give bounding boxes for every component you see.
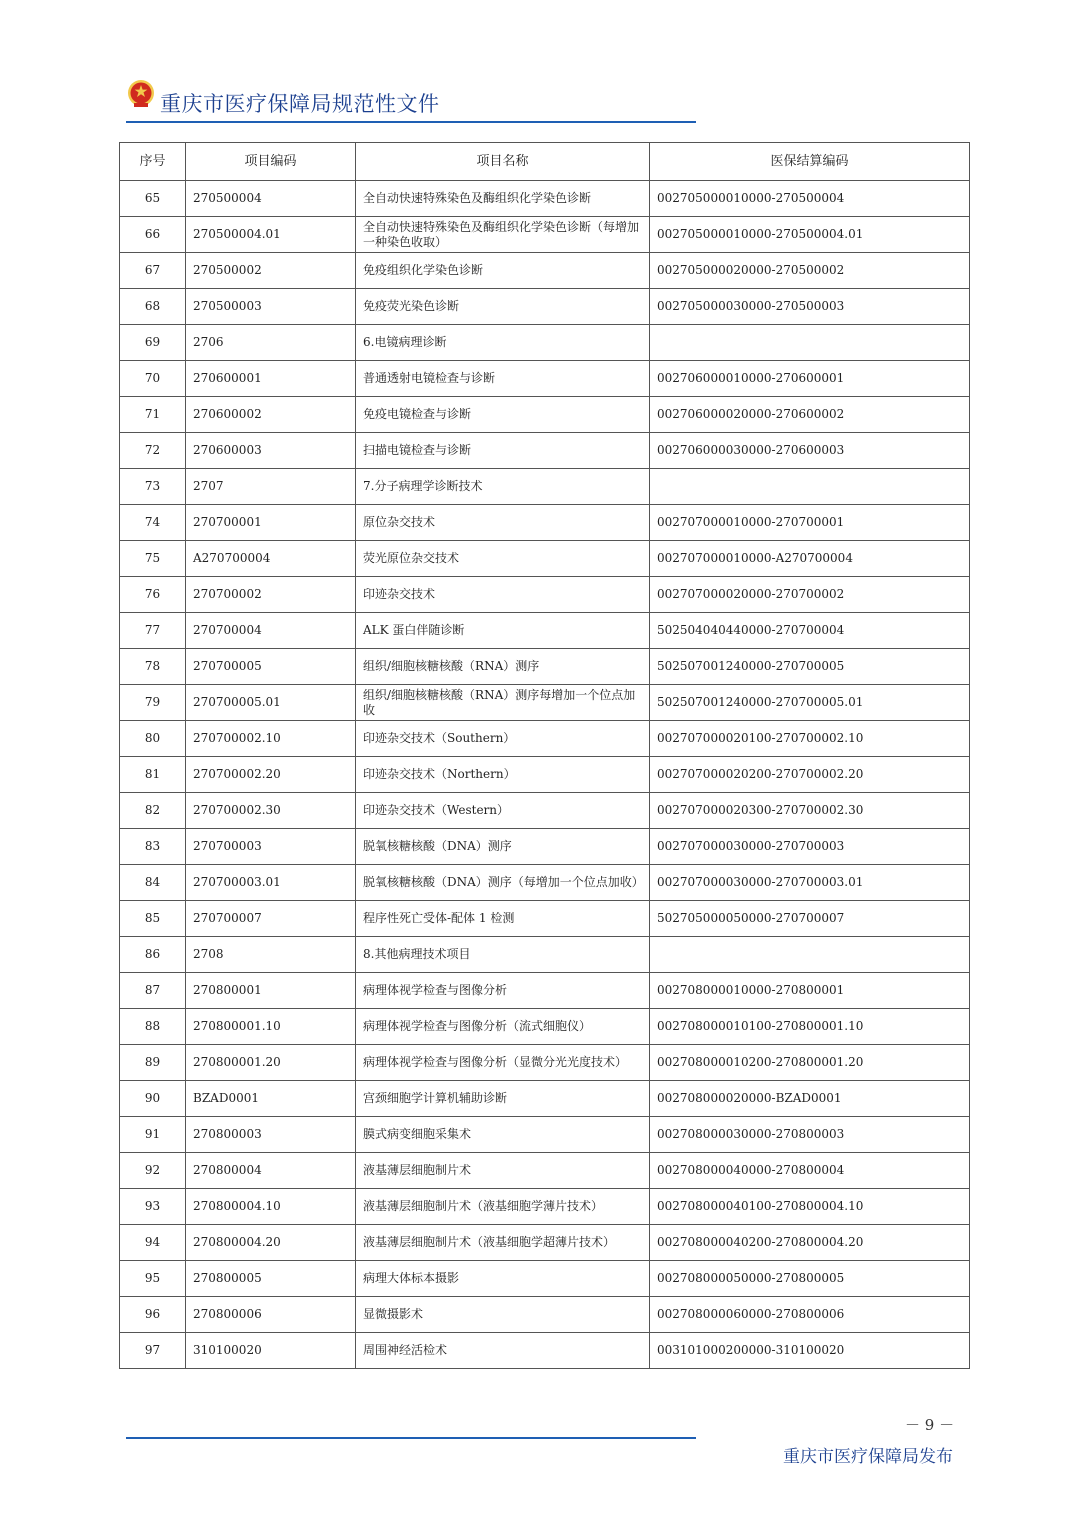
cell-item-name: 病理大体标本摄影 — [356, 1261, 650, 1297]
table-row — [120, 937, 970, 973]
cell-seq: 69 — [120, 325, 186, 361]
cell-settlement-code: 002708000060000-270800006 — [650, 1297, 970, 1333]
cell-settlement-code: 002708000040000-270800004 — [650, 1153, 970, 1189]
cell-item-name: 印迹杂交技术（Southern） — [356, 721, 650, 757]
document-header — [126, 74, 696, 126]
cell-settlement-code: 002707000020200-270700002.20 — [650, 757, 970, 793]
cell-item-code: 310100020 — [186, 1333, 356, 1369]
fee-item-table — [119, 142, 970, 1369]
cell-settlement-code: 002707000010000-270700001 — [650, 505, 970, 541]
table-row — [120, 289, 970, 325]
table-row — [120, 1153, 970, 1189]
table-row — [120, 469, 970, 505]
cell-seq: 85 — [120, 901, 186, 937]
table-row — [120, 1333, 970, 1369]
table-row — [120, 1117, 970, 1153]
cell-item-name: 扫描电镜检查与诊断 — [356, 433, 650, 469]
cell-settlement-code: 002705000010000-270500004 — [650, 181, 970, 217]
cell-seq: 82 — [120, 793, 186, 829]
cell-item-name: 免疫电镜检查与诊断 — [356, 397, 650, 433]
cell-item-name: 印迹杂交技术（Northern） — [356, 757, 650, 793]
cell-item-name: 病理体视学检查与图像分析（显微分光光度技术） — [356, 1045, 650, 1081]
table-row — [120, 793, 970, 829]
cell-settlement-code: 002708000030000-270800003 — [650, 1117, 970, 1153]
cell-item-name: 脱氧核糖核酸（DNA）测序 — [356, 829, 650, 865]
cell-item-code: 270800003 — [186, 1117, 356, 1153]
table-row — [120, 1189, 970, 1225]
cell-settlement-code: 002708000020000-BZAD0001 — [650, 1081, 970, 1117]
cell-settlement-code: 002708000010200-270800001.20 — [650, 1045, 970, 1081]
table-row — [120, 397, 970, 433]
cell-seq: 67 — [120, 253, 186, 289]
cell-item-code: 270600003 — [186, 433, 356, 469]
cell-seq: 72 — [120, 433, 186, 469]
table-header-row — [120, 143, 970, 181]
cell-seq: 76 — [120, 577, 186, 613]
column-header-settlement-code: 医保结算编码 — [650, 143, 970, 181]
cell-item-name: 荧光原位杂交技术 — [356, 541, 650, 577]
cell-seq: 96 — [120, 1297, 186, 1333]
table-row — [120, 433, 970, 469]
cell-settlement-code: 002708000040200-270800004.20 — [650, 1225, 970, 1261]
cell-item-name: 液基薄层细胞制片术（液基细胞学薄片技术） — [356, 1189, 650, 1225]
table-row — [120, 1009, 970, 1045]
cell-seq: 90 — [120, 1081, 186, 1117]
cell-item-code: 270600002 — [186, 397, 356, 433]
cell-item-code: 270800004.10 — [186, 1189, 356, 1225]
cell-settlement-code: 002707000010000-A270700004 — [650, 541, 970, 577]
cell-item-name: 程序性死亡受体-配体 1 检测 — [356, 901, 650, 937]
cell-item-code: 270500003 — [186, 289, 356, 325]
cell-item-name: 液基薄层细胞制片术 — [356, 1153, 650, 1189]
table-row — [120, 757, 970, 793]
table-row — [120, 1225, 970, 1261]
cell-item-code: 270700005.01 — [186, 685, 356, 721]
cell-item-name: 液基薄层细胞制片术（液基细胞学超薄片技术） — [356, 1225, 650, 1261]
table-row — [120, 505, 970, 541]
cell-item-code: 270800004.20 — [186, 1225, 356, 1261]
cell-settlement-code: 002706000020000-270600002 — [650, 397, 970, 433]
cell-settlement-code: 502507001240000-270700005 — [650, 649, 970, 685]
table-row — [120, 613, 970, 649]
table-row — [120, 901, 970, 937]
cell-item-code: 270800006 — [186, 1297, 356, 1333]
cell-item-code: 270700007 — [186, 901, 356, 937]
table-row — [120, 181, 970, 217]
cell-settlement-code: 502705000050000-270700007 — [650, 901, 970, 937]
cell-settlement-code: 002705000010000-270500004.01 — [650, 217, 970, 253]
cell-seq: 70 — [120, 361, 186, 397]
cell-item-code: 270800004 — [186, 1153, 356, 1189]
cell-item-name: 组织/细胞核糖核酸（RNA）测序每增加一个位点加收 — [356, 685, 650, 721]
cell-item-name: 印迹杂交技术（Western） — [356, 793, 650, 829]
cell-seq: 78 — [120, 649, 186, 685]
cell-seq: 93 — [120, 1189, 186, 1225]
table-row — [120, 577, 970, 613]
cell-settlement-code: 002708000050000-270800005 — [650, 1261, 970, 1297]
cell-item-code: 270800001.20 — [186, 1045, 356, 1081]
cell-seq: 83 — [120, 829, 186, 865]
cell-settlement-code: 002707000020100-270700002.10 — [650, 721, 970, 757]
cell-item-name: 宫颈细胞学计算机辅助诊断 — [356, 1081, 650, 1117]
cell-seq: 75 — [120, 541, 186, 577]
table-row — [120, 1081, 970, 1117]
cell-seq: 73 — [120, 469, 186, 505]
cell-item-code: 270500004 — [186, 181, 356, 217]
cell-item-name: 组织/细胞核糖核酸（RNA）测序 — [356, 649, 650, 685]
table-row — [120, 217, 970, 253]
cell-settlement-code: 002708000040100-270800004.10 — [650, 1189, 970, 1225]
column-header-seq: 序号 — [120, 143, 186, 181]
cell-item-code: 270500004.01 — [186, 217, 356, 253]
table-row — [120, 361, 970, 397]
cell-settlement-code: 002706000030000-270600003 — [650, 433, 970, 469]
cell-settlement-code: 502504040440000-270700004 — [650, 613, 970, 649]
cell-item-name: 脱氧核糖核酸（DNA）测序（每增加一个位点加收） — [356, 865, 650, 901]
cell-item-code: 270700001 — [186, 505, 356, 541]
cell-item-code: 270700002.20 — [186, 757, 356, 793]
table-row — [120, 1261, 970, 1297]
cell-settlement-code: 502507001240000-270700005.01 — [650, 685, 970, 721]
cell-item-code: 270800001 — [186, 973, 356, 1009]
cell-item-code: 270700005 — [186, 649, 356, 685]
cell-settlement-code: 002707000030000-270700003.01 — [650, 865, 970, 901]
table-body — [120, 181, 970, 1369]
table-row — [120, 865, 970, 901]
cell-item-code: 2706 — [186, 325, 356, 361]
cell-seq: 92 — [120, 1153, 186, 1189]
table-row — [120, 829, 970, 865]
cell-item-code: 270800005 — [186, 1261, 356, 1297]
table-row — [120, 1045, 970, 1081]
cell-settlement-code: 002705000020000-270500002 — [650, 253, 970, 289]
cell-settlement-code — [650, 937, 970, 973]
cell-item-name: 周围神经活检术 — [356, 1333, 650, 1369]
cell-seq: 95 — [120, 1261, 186, 1297]
column-header-item-name: 项目名称 — [356, 143, 650, 181]
cell-seq: 89 — [120, 1045, 186, 1081]
table-row — [120, 649, 970, 685]
table-row — [120, 541, 970, 577]
cell-item-name: 印迹杂交技术 — [356, 577, 650, 613]
table-row — [120, 973, 970, 1009]
cell-seq: 86 — [120, 937, 186, 973]
cell-seq: 77 — [120, 613, 186, 649]
table-row — [120, 685, 970, 721]
cell-item-name: 6.电镜病理诊断 — [356, 325, 650, 361]
cell-item-name: 免疫荧光染色诊断 — [356, 289, 650, 325]
cell-item-code: 270700002.10 — [186, 721, 356, 757]
footer-divider — [126, 1437, 696, 1439]
national-emblem-icon — [126, 79, 156, 109]
cell-seq: 84 — [120, 865, 186, 901]
cell-settlement-code: 002707000020000-270700002 — [650, 577, 970, 613]
cell-seq: 66 — [120, 217, 186, 253]
cell-item-name: ALK 蛋白伴随诊断 — [356, 613, 650, 649]
cell-item-name: 显微摄影术 — [356, 1297, 650, 1333]
table-row — [120, 721, 970, 757]
cell-item-code: 270700003 — [186, 829, 356, 865]
cell-seq: 81 — [120, 757, 186, 793]
cell-seq: 79 — [120, 685, 186, 721]
cell-seq: 87 — [120, 973, 186, 1009]
cell-settlement-code: 002708000010100-270800001.10 — [650, 1009, 970, 1045]
cell-item-name: 全自动快速特殊染色及酶组织化学染色诊断（每增加一种染色收取） — [356, 217, 650, 253]
cell-settlement-code — [650, 325, 970, 361]
cell-seq: 68 — [120, 289, 186, 325]
cell-item-code: 270700004 — [186, 613, 356, 649]
cell-item-name: 普通透射电镜检查与诊断 — [356, 361, 650, 397]
table-row — [120, 1297, 970, 1333]
cell-seq: 74 — [120, 505, 186, 541]
cell-seq: 80 — [120, 721, 186, 757]
table-row — [120, 325, 970, 361]
cell-seq: 97 — [120, 1333, 186, 1369]
page-number: － 9 － — [905, 1416, 955, 1434]
cell-settlement-code: 002706000010000-270600001 — [650, 361, 970, 397]
cell-item-code: 270700002 — [186, 577, 356, 613]
cell-item-code: 2708 — [186, 937, 356, 973]
cell-item-code: 270800001.10 — [186, 1009, 356, 1045]
table-row — [120, 253, 970, 289]
cell-seq: 88 — [120, 1009, 186, 1045]
cell-item-name: 免疫组织化学染色诊断 — [356, 253, 650, 289]
cell-settlement-code: 002705000030000-270500003 — [650, 289, 970, 325]
cell-item-code: 2707 — [186, 469, 356, 505]
cell-item-code: A270700004 — [186, 541, 356, 577]
cell-item-name: 病理体视学检查与图像分析 — [356, 973, 650, 1009]
cell-seq: 91 — [120, 1117, 186, 1153]
cell-settlement-code: 002708000010000-270800001 — [650, 973, 970, 1009]
header-divider — [126, 121, 696, 123]
header-title: 重庆市医疗保障局规范性文件 — [160, 92, 440, 116]
cell-settlement-code: 002707000030000-270700003 — [650, 829, 970, 865]
cell-item-name: 原位杂交技术 — [356, 505, 650, 541]
cell-settlement-code: 003101000200000-310100020 — [650, 1333, 970, 1369]
cell-item-name: 病理体视学检查与图像分析（流式细胞仪） — [356, 1009, 650, 1045]
cell-seq: 94 — [120, 1225, 186, 1261]
cell-seq: 65 — [120, 181, 186, 217]
cell-settlement-code: 002707000020300-270700002.30 — [650, 793, 970, 829]
cell-item-code: 270500002 — [186, 253, 356, 289]
cell-item-name: 膜式病变细胞采集术 — [356, 1117, 650, 1153]
footer-publisher: 重庆市医疗保障局发布 — [783, 1447, 953, 1467]
cell-item-code: BZAD0001 — [186, 1081, 356, 1117]
cell-seq: 71 — [120, 397, 186, 433]
cell-item-code: 270600001 — [186, 361, 356, 397]
column-header-item-code: 项目编码 — [186, 143, 356, 181]
cell-item-code: 270700002.30 — [186, 793, 356, 829]
cell-item-name: 全自动快速特殊染色及酶组织化学染色诊断 — [356, 181, 650, 217]
cell-item-name: 8.其他病理技术项目 — [356, 937, 650, 973]
cell-item-name: 7.分子病理学诊断技术 — [356, 469, 650, 505]
cell-item-code: 270700003.01 — [186, 865, 356, 901]
cell-settlement-code — [650, 469, 970, 505]
